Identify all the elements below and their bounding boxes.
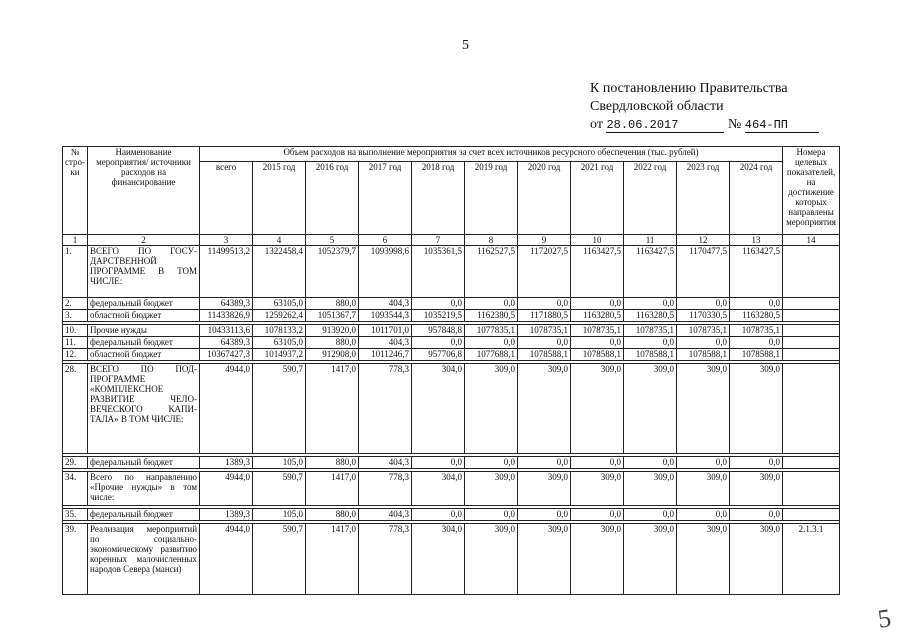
row-number-cell: 29. xyxy=(63,457,88,469)
header-expense-volume: Объем расходов на выполнение мероприятия за счет всех источников ресурсного обеспечения (тыс. рублей) xyxy=(200,147,783,162)
value-cell: 880,0 xyxy=(306,457,359,469)
value-cell: 0,0 xyxy=(571,337,624,349)
value-cell: 1014937,2 xyxy=(253,349,306,361)
row-name-cell: федеральный бюджет xyxy=(88,509,200,521)
row-number-cell: 2. xyxy=(63,298,88,310)
value-cell: 1093544,3 xyxy=(359,310,412,322)
value-cell: 0,0 xyxy=(677,509,730,521)
value-cell: 1078588,1 xyxy=(677,349,730,361)
value-cell: 1077835,1 xyxy=(465,325,518,337)
row-name-cell: областной бюджет xyxy=(88,349,200,361)
value-cell: 1163427,5 xyxy=(571,246,624,298)
handwritten-page-mark: 5 xyxy=(875,603,893,634)
value-cell: 64389,3 xyxy=(200,298,253,310)
header-total: всего xyxy=(200,162,253,235)
value-cell: 1077688,1 xyxy=(465,349,518,361)
value-cell: 309,0 xyxy=(730,524,783,595)
table-row xyxy=(63,364,840,454)
header-year: 2023 год xyxy=(677,162,730,235)
value-cell: 1011246,7 xyxy=(359,349,412,361)
header-year: 2022 год xyxy=(624,162,677,235)
value-cell: 1322458,4 xyxy=(253,246,306,298)
value-cell: 0,0 xyxy=(571,298,624,310)
table-row xyxy=(63,246,840,298)
resolution-header xyxy=(590,80,819,134)
table-row xyxy=(63,509,840,521)
column-number: 13 xyxy=(730,235,783,246)
value-cell: 309,0 xyxy=(677,524,730,595)
value-cell: 1417,0 xyxy=(306,364,359,454)
value-cell: 309,0 xyxy=(465,364,518,454)
value-cell: 1051367,7 xyxy=(306,310,359,322)
value-cell: 1078735,1 xyxy=(677,325,730,337)
value-cell: 0,0 xyxy=(571,457,624,469)
header-year: 2024 год xyxy=(730,162,783,235)
header-year: 2017 год xyxy=(359,162,412,235)
row-number-cell: 28. xyxy=(63,364,88,454)
value-cell: 1011701,0 xyxy=(359,325,412,337)
value-cell: 309,0 xyxy=(518,472,571,506)
value-cell: 4944,0 xyxy=(200,472,253,506)
value-cell: 1078588,1 xyxy=(624,349,677,361)
header-target-indicators: Номера целевых показателей, на достижение которых направлены мероприятия xyxy=(783,147,840,235)
row-name-cell: Прочие нужды xyxy=(88,325,200,337)
row-number-cell: 35. xyxy=(63,509,88,521)
column-number: 11 xyxy=(624,235,677,246)
row-name-cell: федеральный бюджет xyxy=(88,337,200,349)
row-name-cell: областной бюджет xyxy=(88,310,200,322)
header-year: 2021 год xyxy=(571,162,624,235)
value-cell: 309,0 xyxy=(624,364,677,454)
value-cell: 0,0 xyxy=(412,298,465,310)
row-name-cell: ВСЕГО ПО ГОСУ-ДАРСТВЕННОЙ ПРОГРАММЕ В ТОМ ЧИСЛЕ: xyxy=(88,246,200,298)
value-cell: 1163280,5 xyxy=(730,310,783,322)
value-cell: 309,0 xyxy=(624,524,677,595)
header-activity-name: Наименование мероприятия/ источники расходов на финансирование xyxy=(88,147,200,235)
date-prefix: от xyxy=(590,117,603,132)
target-indicator-cell xyxy=(783,310,840,322)
value-cell: 1170477,5 xyxy=(677,246,730,298)
value-cell: 1389,3 xyxy=(200,457,253,469)
row-number-cell: 1. xyxy=(63,246,88,298)
value-cell: 4944,0 xyxy=(200,364,253,454)
value-cell: 10367427,3 xyxy=(200,349,253,361)
value-cell: 880,0 xyxy=(306,509,359,521)
value-cell: 0,0 xyxy=(412,337,465,349)
header-year: 2020 год xyxy=(518,162,571,235)
value-cell: 309,0 xyxy=(730,472,783,506)
value-cell: 0,0 xyxy=(571,509,624,521)
row-name-cell: Всего по направлению «Прочие нужды» в том числе: xyxy=(88,472,200,506)
value-cell: 913920,0 xyxy=(306,325,359,337)
header-line-1: К постановлению Правительства xyxy=(590,81,788,96)
value-cell: 0,0 xyxy=(624,337,677,349)
value-cell: 1078735,1 xyxy=(571,325,624,337)
target-indicator-cell xyxy=(783,298,840,310)
table-row xyxy=(63,298,840,310)
value-cell: 309,0 xyxy=(518,364,571,454)
table-row xyxy=(63,337,840,349)
row-number-cell: 39. xyxy=(63,524,88,595)
value-cell: 1163280,5 xyxy=(624,310,677,322)
value-cell: 1162527,5 xyxy=(465,246,518,298)
value-cell: 309,0 xyxy=(730,364,783,454)
row-number-cell: 10. xyxy=(63,325,88,337)
column-number: 9 xyxy=(518,235,571,246)
value-cell: 309,0 xyxy=(465,472,518,506)
column-number: 8 xyxy=(465,235,518,246)
target-indicator-cell xyxy=(783,325,840,337)
value-cell: 0,0 xyxy=(465,457,518,469)
value-cell: 0,0 xyxy=(624,509,677,521)
value-cell: 1163427,5 xyxy=(624,246,677,298)
value-cell: 1078133,2 xyxy=(253,325,306,337)
column-number: 14 xyxy=(783,235,840,246)
value-cell: 309,0 xyxy=(677,364,730,454)
value-cell: 0,0 xyxy=(518,509,571,521)
value-cell: 0,0 xyxy=(730,298,783,310)
target-indicator-cell xyxy=(783,509,840,521)
page-number: 5 xyxy=(462,38,469,53)
column-number: 6 xyxy=(359,235,412,246)
header-line-2: Свердловской области xyxy=(590,99,724,114)
row-number-cell: 34. xyxy=(63,472,88,506)
value-cell: 0,0 xyxy=(677,457,730,469)
column-number: 3 xyxy=(200,235,253,246)
row-name-cell: ВСЕГО ПО ПОД-ПРОГРАММЕ «КОМПЛЕКСНОЕ РАЗВИТИЕ ЧЕЛО-ВЕЧЕСКОГО КАПИ-ТАЛА» В ТОМ ЧИСЛЕ: xyxy=(88,364,200,454)
value-cell: 1170330,5 xyxy=(677,310,730,322)
value-cell: 912908,0 xyxy=(306,349,359,361)
value-cell: 1078588,1 xyxy=(518,349,571,361)
header-year: 2018 год xyxy=(412,162,465,235)
value-cell: 1078588,1 xyxy=(730,349,783,361)
value-cell: 778,3 xyxy=(359,472,412,506)
column-number: 2 xyxy=(88,235,200,246)
header-year: 2019 год xyxy=(465,162,518,235)
value-cell: 0,0 xyxy=(624,457,677,469)
value-cell: 1078588,1 xyxy=(571,349,624,361)
row-name-cell: федеральный бюджет xyxy=(88,457,200,469)
value-cell: 0,0 xyxy=(412,509,465,521)
target-indicator-cell xyxy=(783,472,840,506)
value-cell: 309,0 xyxy=(518,524,571,595)
target-indicator-cell: 2.1.3.1 xyxy=(783,524,840,595)
value-cell: 880,0 xyxy=(306,337,359,349)
value-cell: 0,0 xyxy=(465,298,518,310)
value-cell: 0,0 xyxy=(518,298,571,310)
value-cell: 778,3 xyxy=(359,364,412,454)
value-cell: 590,7 xyxy=(253,472,306,506)
target-indicator-cell xyxy=(783,246,840,298)
header-year: 2016 год xyxy=(306,162,359,235)
value-cell: 1078735,1 xyxy=(730,325,783,337)
value-cell: 1171880,5 xyxy=(518,310,571,322)
header-date-line xyxy=(590,116,819,134)
value-cell: 0,0 xyxy=(465,337,518,349)
value-cell: 0,0 xyxy=(677,337,730,349)
header-year: 2015 год xyxy=(253,162,306,235)
value-cell: 0,0 xyxy=(677,298,730,310)
value-cell: 1163427,5 xyxy=(730,246,783,298)
value-cell: 0,0 xyxy=(730,457,783,469)
target-indicator-cell xyxy=(783,337,840,349)
value-cell: 1417,0 xyxy=(306,472,359,506)
value-cell: 304,0 xyxy=(412,472,465,506)
target-indicator-cell xyxy=(783,364,840,454)
column-number: 7 xyxy=(412,235,465,246)
value-cell: 10433113,6 xyxy=(200,325,253,337)
number-prefix: № xyxy=(727,117,742,132)
value-cell: 309,0 xyxy=(571,364,624,454)
value-cell: 11499513,2 xyxy=(200,246,253,298)
row-number-cell: 11. xyxy=(63,337,88,349)
value-cell: 1259262,4 xyxy=(253,310,306,322)
value-cell: 0,0 xyxy=(518,457,571,469)
value-cell: 590,7 xyxy=(253,364,306,454)
table-row xyxy=(63,524,840,595)
value-cell: 0,0 xyxy=(465,509,518,521)
value-cell: 957706,8 xyxy=(412,349,465,361)
value-cell: 4944,0 xyxy=(200,524,253,595)
value-cell: 1035219,5 xyxy=(412,310,465,322)
value-cell: 304,0 xyxy=(412,524,465,595)
column-number: 10 xyxy=(571,235,624,246)
expenses-table xyxy=(62,146,840,595)
value-cell: 1389,3 xyxy=(200,509,253,521)
value-cell: 309,0 xyxy=(571,524,624,595)
column-number: 4 xyxy=(253,235,306,246)
column-number-row xyxy=(63,235,840,246)
table-row xyxy=(63,457,840,469)
target-indicator-cell xyxy=(783,457,840,469)
table-row xyxy=(63,325,840,337)
table-row xyxy=(63,349,840,361)
value-cell: 404,3 xyxy=(359,457,412,469)
value-cell: 309,0 xyxy=(465,524,518,595)
value-cell: 63105,0 xyxy=(253,337,306,349)
resolution-date: 28.06.2017 xyxy=(606,118,724,133)
value-cell: 1078735,1 xyxy=(624,325,677,337)
value-cell: 1035361,5 xyxy=(412,246,465,298)
value-cell: 63105,0 xyxy=(253,298,306,310)
row-number-cell: 12. xyxy=(63,349,88,361)
value-cell: 404,3 xyxy=(359,509,412,521)
column-number: 12 xyxy=(677,235,730,246)
resolution-number: 464-ПП xyxy=(745,118,819,133)
value-cell: 880,0 xyxy=(306,298,359,310)
value-cell: 1163280,5 xyxy=(571,310,624,322)
value-cell: 11433826,9 xyxy=(200,310,253,322)
column-number: 1 xyxy=(63,235,88,246)
value-cell: 105,0 xyxy=(253,509,306,521)
value-cell: 0,0 xyxy=(518,337,571,349)
value-cell: 105,0 xyxy=(253,457,306,469)
value-cell: 64389,3 xyxy=(200,337,253,349)
column-number: 5 xyxy=(306,235,359,246)
value-cell: 0,0 xyxy=(730,337,783,349)
row-name-cell: Реализация мероприятий по социально-экономическому развитию коренных малочисленных народов Севера (манси) xyxy=(88,524,200,595)
value-cell: 309,0 xyxy=(571,472,624,506)
value-cell: 0,0 xyxy=(730,509,783,521)
value-cell: 0,0 xyxy=(412,457,465,469)
value-cell: 1052379,7 xyxy=(306,246,359,298)
value-cell: 1078735,1 xyxy=(518,325,571,337)
value-cell: 1172027,5 xyxy=(518,246,571,298)
value-cell: 1093998,6 xyxy=(359,246,412,298)
value-cell: 778,3 xyxy=(359,524,412,595)
value-cell: 1417,0 xyxy=(306,524,359,595)
value-cell: 404,3 xyxy=(359,298,412,310)
target-indicator-cell xyxy=(783,349,840,361)
value-cell: 404,3 xyxy=(359,337,412,349)
row-number-cell: 3. xyxy=(63,310,88,322)
row-name-cell: федеральный бюджет xyxy=(88,298,200,310)
value-cell: 1162380,5 xyxy=(465,310,518,322)
value-cell: 0,0 xyxy=(624,298,677,310)
table-row xyxy=(63,472,840,506)
value-cell: 957848,8 xyxy=(412,325,465,337)
value-cell: 304,0 xyxy=(412,364,465,454)
value-cell: 590,7 xyxy=(253,524,306,595)
header-row-number: № стро-ки xyxy=(63,147,88,235)
value-cell: 309,0 xyxy=(677,472,730,506)
table-row xyxy=(63,310,840,322)
value-cell: 309,0 xyxy=(624,472,677,506)
